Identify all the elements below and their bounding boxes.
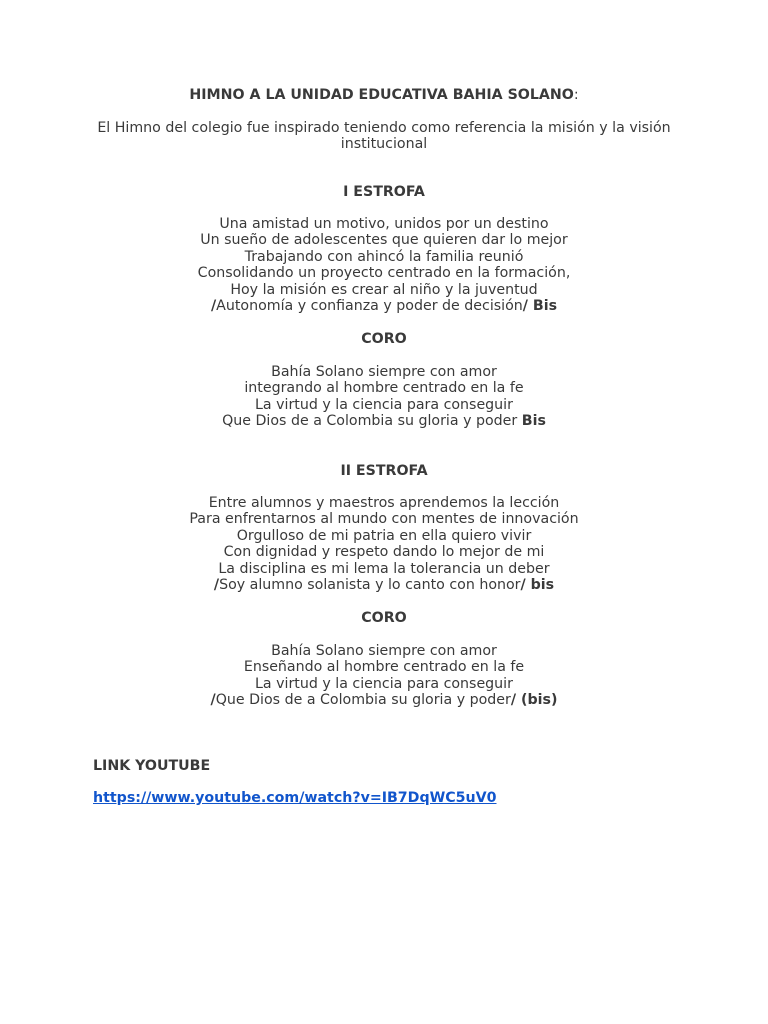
link-heading: LINK YOUTUBE: [93, 758, 211, 774]
verse-line: Bahía Solano siempre con amor: [271, 364, 497, 380]
intro-paragraph: El Himno del colegio fue inspirado teniendo como referencia la misión y la visión institucional: [97, 120, 671, 153]
coro-2-heading: CORO: [361, 610, 407, 626]
title-colon: :: [573, 87, 579, 103]
coro-1-heading: CORO: [361, 331, 407, 347]
repeat-open-mark: /: [210, 298, 217, 315]
verse-line: La virtud y la ciencia para conseguir: [255, 675, 513, 692]
verse-line: Hoy la misión es crear al niño y la juventud: [230, 281, 538, 298]
verse-line: Orgulloso de mi patria en ella quiero vivir: [236, 527, 532, 544]
coro-2-lines: [93, 643, 675, 709]
repeat-close-mark: / Bis: [522, 298, 558, 315]
repeat-close-mark: Bis: [521, 413, 546, 430]
page-title: [93, 87, 675, 103]
verse-line-repeat: [93, 298, 675, 314]
verse-line-repeat: [93, 413, 675, 429]
verse-line-repeat: [93, 692, 675, 708]
verse-line: Entre alumnos y maestros aprendemos la lección: [208, 495, 560, 511]
repeat-open-mark: /: [210, 692, 216, 709]
title-text: HIMNO A LA UNIDAD EDUCATIVA BAHIA SOLANO: [189, 87, 574, 103]
verse-line: La disciplina es mi lema la tolerancia un deber: [218, 560, 550, 577]
repeat-text: Autonomía y confianza y poder de decisión: [216, 298, 523, 315]
verse-line: Trabajando con ahincó la familia reunió: [244, 248, 524, 265]
repeat-open-mark: /: [213, 577, 220, 594]
estrofa-2-heading: II ESTROFA: [340, 463, 428, 479]
verse-line: Enseñando al hombre centrado en la fe: [243, 659, 525, 676]
estrofa-2-lines: [93, 495, 675, 593]
verse-line: Un sueño de adolescentes que quieren dar lo mejor: [200, 232, 568, 249]
verse-line: Con dignidad y respeto dando lo mejor de mi: [223, 544, 545, 561]
verse-line: Bahía Solano siempre con amor: [271, 643, 497, 659]
verse-line: Consolidando un proyecto centrado en la formación,: [197, 265, 571, 282]
verse-line: Para enfrentarnos al mundo con mentes de innovación: [189, 511, 579, 528]
repeat-close-mark: / (bis): [510, 692, 558, 709]
repeat-text: Soy alumno solanista y lo canto con honor: [219, 577, 521, 594]
verse-line-repeat: [93, 577, 675, 593]
estrofa-1-heading: I ESTROFA: [343, 184, 425, 200]
repeat-close-mark: / bis: [520, 577, 555, 594]
repeat-text: Que Dios de a Colombia su gloria y poder: [215, 692, 511, 709]
verse-line: integrando al hombre centrado en la fe: [244, 380, 524, 397]
coro-1-lines: [93, 364, 675, 430]
estrofa-1-lines: [93, 216, 675, 314]
youtube-link[interactable]: https://www.youtube.com/watch?v=IB7DqWC5uV0: [93, 790, 497, 806]
verse-line: La virtud y la ciencia para conseguir: [255, 396, 513, 413]
repeat-text: Que Dios de a Colombia su gloria y poder: [222, 413, 522, 430]
verse-line: Una amistad un motivo, unidos por un destino: [219, 216, 549, 232]
